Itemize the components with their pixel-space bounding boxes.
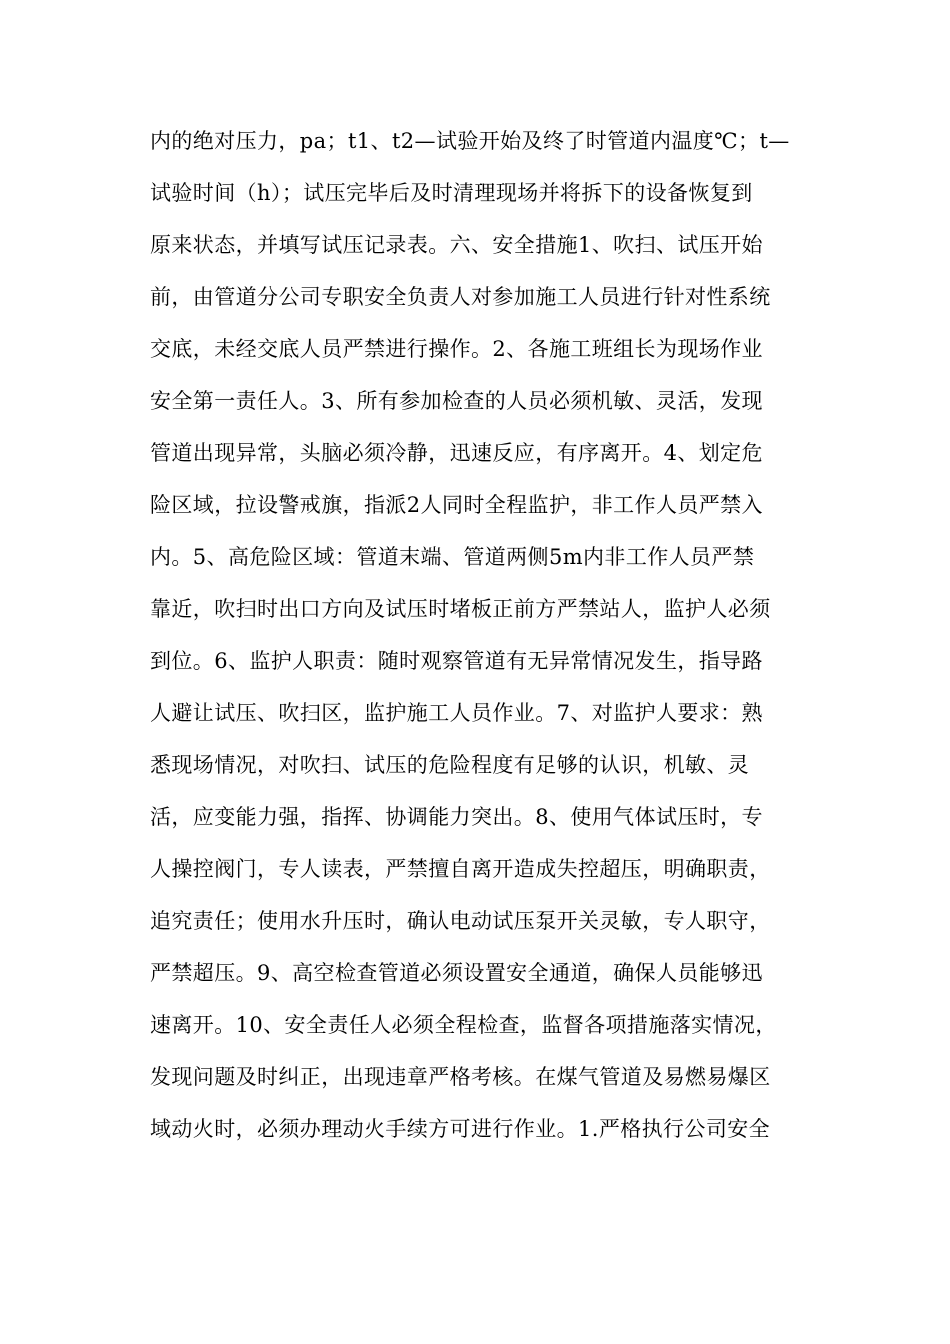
text-line: 活，应变能力强，指挥、协调能力突出。8、使用气体试压时，专 bbox=[150, 805, 763, 829]
text-line: 人避让试压、吹扫区，监护施工人员作业。7、对监护人要求：熟 bbox=[150, 701, 763, 725]
text-line: 悉现场情况，对吹扫、试压的危险程度有足够的认识，机敏、灵 bbox=[150, 753, 750, 777]
text-line: 原来状态，并填写试压记录表。六、安全措施1、吹扫、试压开始 bbox=[150, 233, 763, 257]
text-line: 人操控阀门，专人读表，严禁擅自离开造成失控超压，明确职责， bbox=[150, 857, 771, 881]
text-line: 安全第一责任人。3、所有参加检查的人员必须机敏、灵活，发现 bbox=[150, 389, 763, 413]
text-line: 到位。6、监护人职责：随时观察管道有无异常情况发生，指导路 bbox=[150, 649, 763, 673]
text-line: 严禁超压。9、高空检查管道必须设置安全通道，确保人员能够迅 bbox=[150, 961, 763, 985]
text-line: 内的绝对压力，pa；t1、t2—试验开始及终了时管道内温度℃；t— bbox=[150, 129, 790, 153]
text-line: 险区域，拉设警戒旗，指派2人同时全程监护，非工作人员严禁入 bbox=[150, 493, 763, 517]
text-line: 管道出现异常，头脑必须冷静，迅速反应，有序离开。4、划定危 bbox=[150, 441, 763, 465]
text-line: 内。5、高危险区域：管道末端、管道两侧5m内非工作人员严禁 bbox=[150, 545, 755, 569]
text-line: 试验时间（h）；试压完毕后及时清理现场并将拆下的设备恢复到 bbox=[150, 181, 753, 205]
text-line: 靠近，吹扫时出口方向及试压时堵板正前方严禁站人，监护人必须 bbox=[150, 597, 771, 621]
body-text bbox=[150, 115, 810, 1155]
text-line: 追究责任；使用水升压时，确认电动试压泵开关灵敏，专人职守， bbox=[150, 909, 771, 933]
text-line: 交底，未经交底人员严禁进行操作。2、各施工班组长为现场作业 bbox=[150, 337, 763, 361]
text-line: 前，由管道分公司专职安全负责人对参加施工人员进行针对性系统 bbox=[150, 285, 771, 309]
text-line: 速离开。10、安全责任人必须全程检查，监督各项措施落实情况， bbox=[150, 1013, 777, 1037]
text-line: 发现问题及时纠正，出现违章严格考核。在煤气管道及易燃易爆区 bbox=[150, 1065, 771, 1089]
text-line: 域动火时，必须办理动火手续方可进行作业。1.严格执行公司安全 bbox=[150, 1117, 771, 1141]
